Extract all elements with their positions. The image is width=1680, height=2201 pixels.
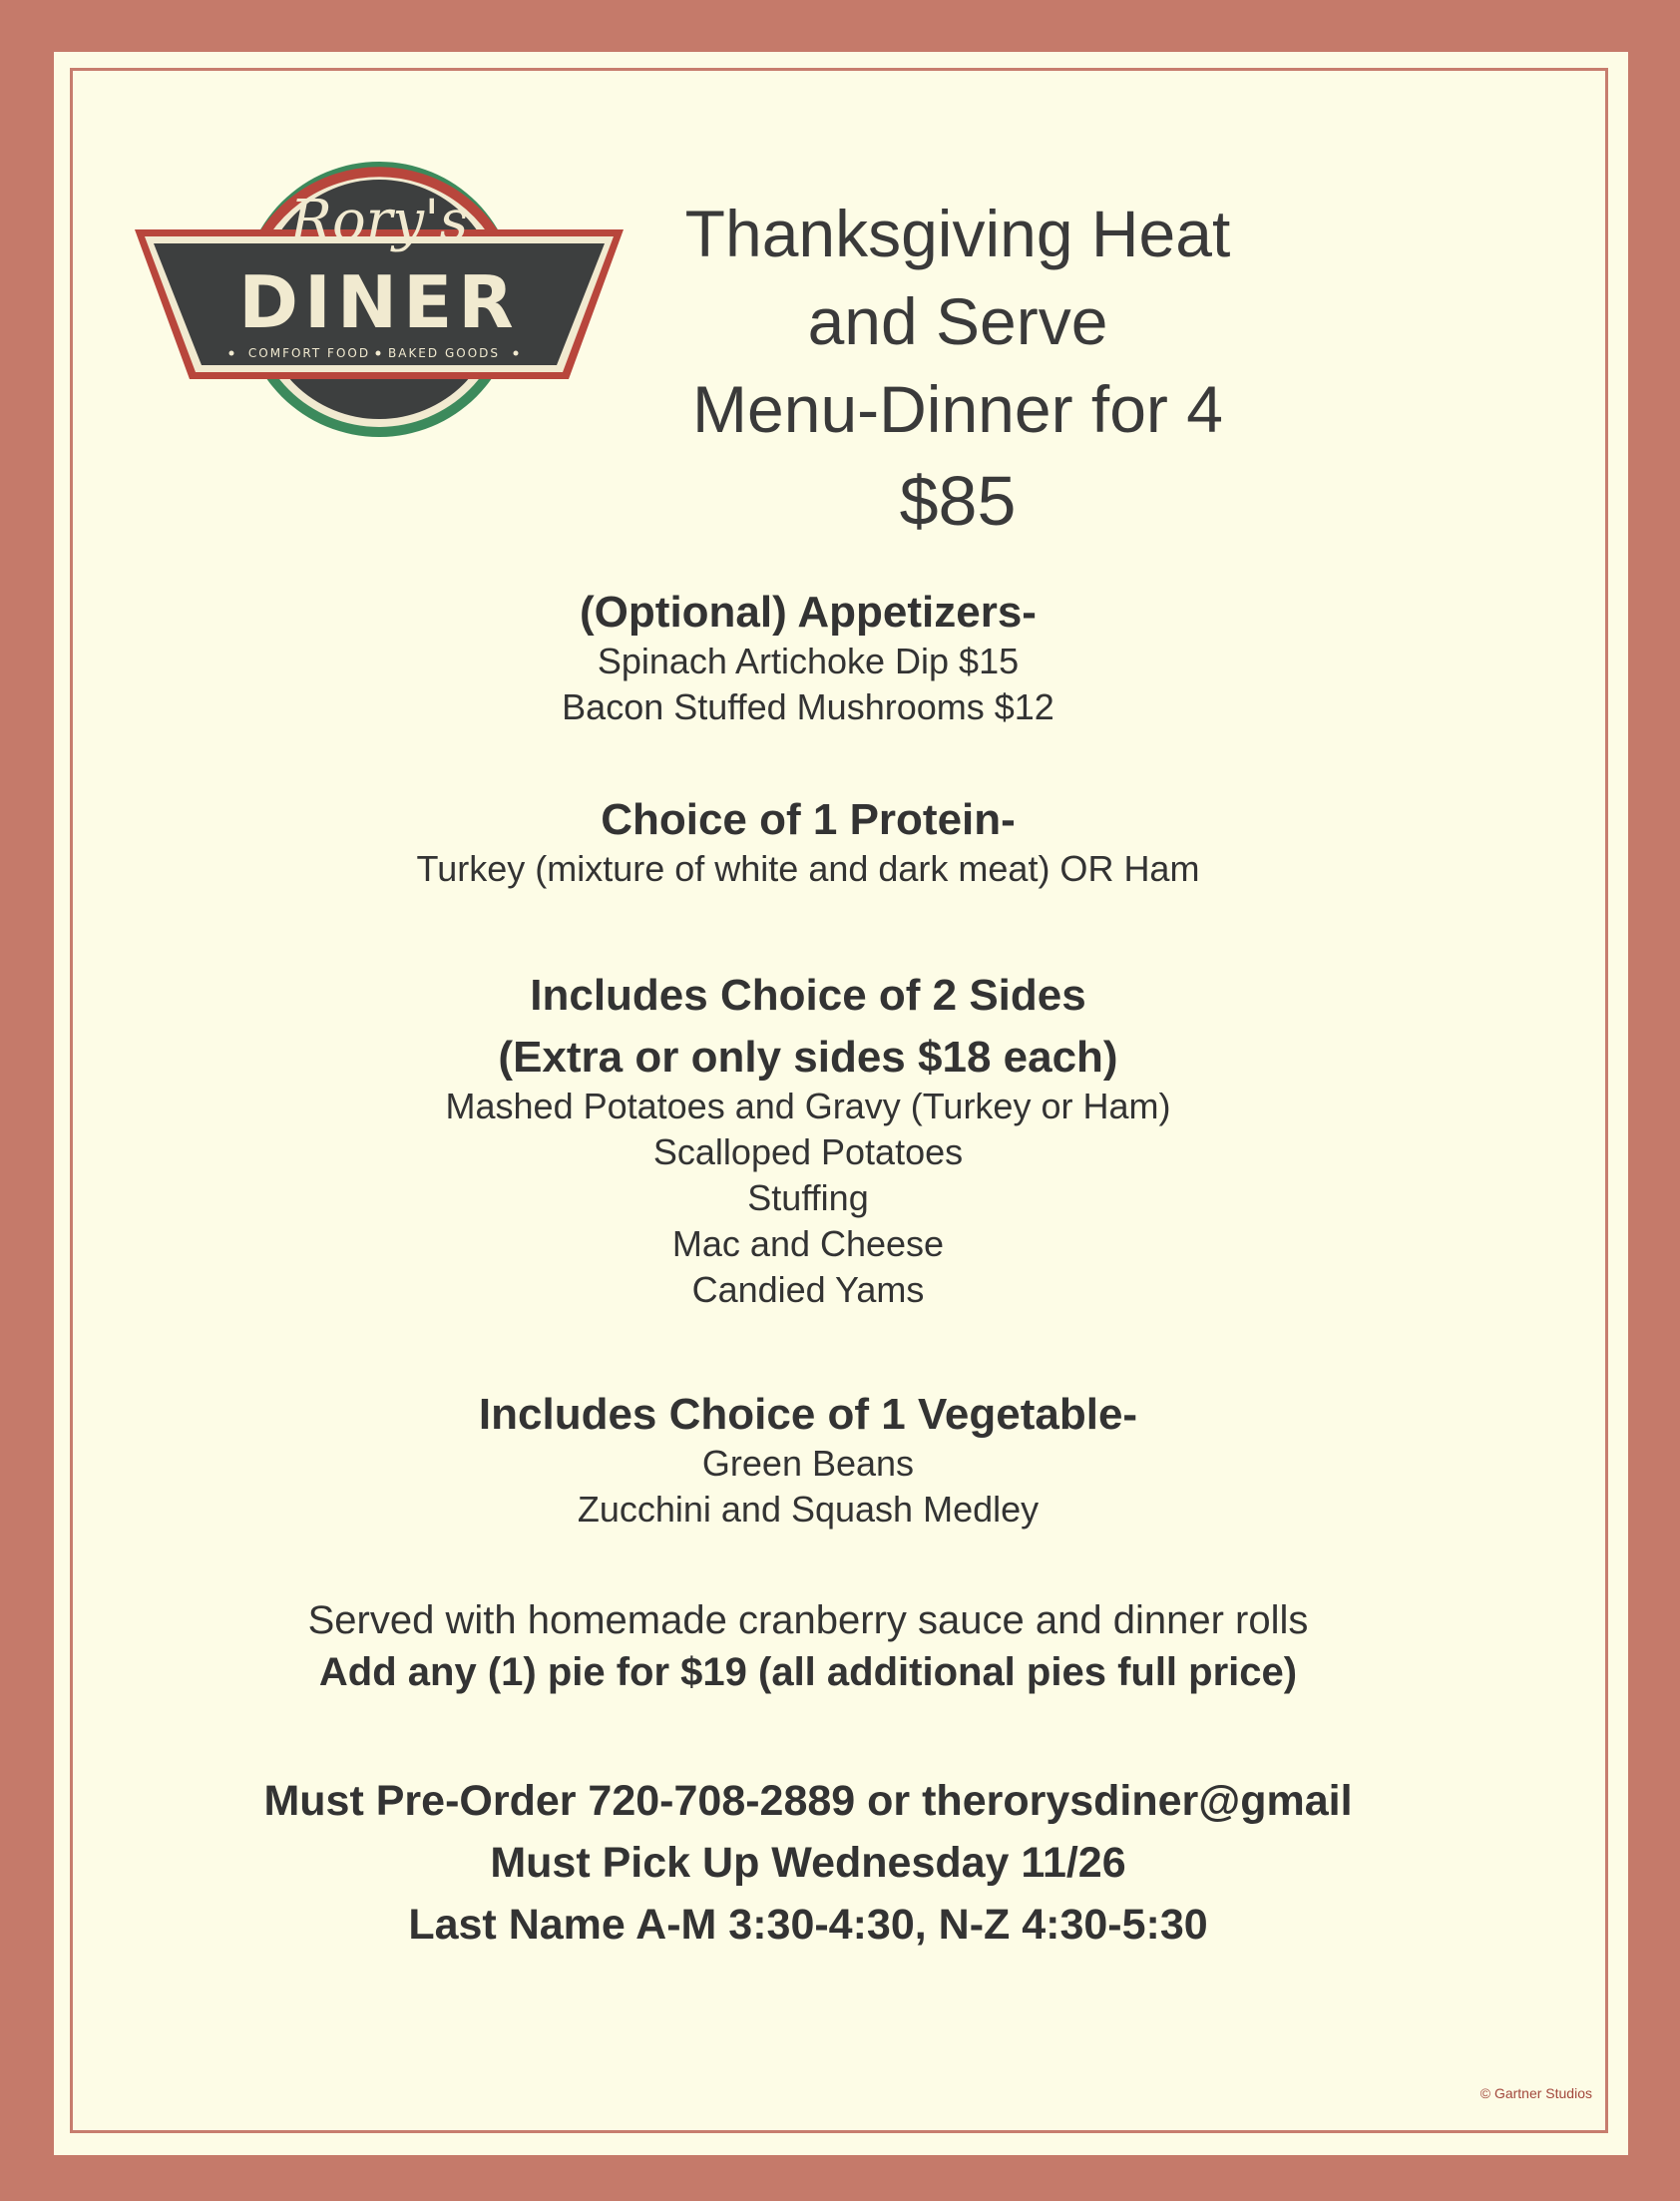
pie-offer-note: Add any (1) pie for $19 (all additional pies full price) xyxy=(318,1650,1298,1694)
side-item: Stuffing xyxy=(747,1177,869,1218)
protein-heading: Choice of 1 Protein- xyxy=(601,795,1016,844)
protein-item: Turkey (mixture of white and dark meat) OR Ham xyxy=(416,848,1200,889)
rorys-diner-logo xyxy=(130,150,629,449)
appetizers-heading: (Optional) Appetizers- xyxy=(580,588,1037,637)
order-info-section xyxy=(120,1770,1496,1956)
title-line-3: Menu-Dinner for 4 xyxy=(692,372,1223,446)
protein-section xyxy=(120,794,1496,892)
title-line-1: Thanksgiving Heat xyxy=(684,197,1231,270)
side-item: Candied Yams xyxy=(691,1269,925,1310)
pickup-info: Must Pick Up Wednesday 11/26 xyxy=(490,1839,1126,1887)
title-line-2: and Serve xyxy=(807,284,1108,358)
appetizer-item: Spinach Artichoke Dip $15 xyxy=(597,641,1020,681)
appetizers-section xyxy=(120,587,1496,730)
logo-tagline-right: BAKED GOODS xyxy=(388,346,500,360)
sides-subheading: (Extra or only sides $18 each) xyxy=(498,1033,1118,1082)
notes-section xyxy=(120,1594,1496,1698)
pickup-times: Last Name A-M 3:30-4:30, N-Z 4:30-5:30 xyxy=(408,1901,1208,1949)
served-with-note: Served with homemade cranberry sauce and dinner rolls xyxy=(307,1598,1309,1642)
side-item: Mashed Potatoes and Gravy (Turkey or Ham) xyxy=(445,1086,1171,1126)
vegetable-item: Zucchini and Squash Medley xyxy=(577,1489,1040,1530)
sides-section xyxy=(120,970,1496,1313)
logo-script-text: Rory's xyxy=(289,189,469,253)
side-item: Scalloped Potatoes xyxy=(652,1131,964,1172)
copyright-notice: © Gartner Studios xyxy=(1479,2085,1592,2101)
logo-tagline-left: COMFORT FOOD xyxy=(247,346,371,360)
sides-heading: Includes Choice of 2 Sides xyxy=(530,971,1086,1020)
vegetable-section xyxy=(120,1389,1496,1533)
logo-main-text: DINER xyxy=(238,260,520,344)
appetizer-item: Bacon Stuffed Mushrooms $12 xyxy=(562,686,1054,727)
preorder-info: Must Pre-Order 720-708-2889 or therorysdiner@gmail xyxy=(263,1777,1353,1825)
dinner-price: $85 xyxy=(899,462,1017,540)
vegetable-heading: Includes Choice of 1 Vegetable- xyxy=(478,1390,1138,1439)
menu-title xyxy=(678,190,1237,549)
vegetable-item: Green Beans xyxy=(701,1443,915,1484)
side-item: Mac and Cheese xyxy=(671,1223,945,1264)
